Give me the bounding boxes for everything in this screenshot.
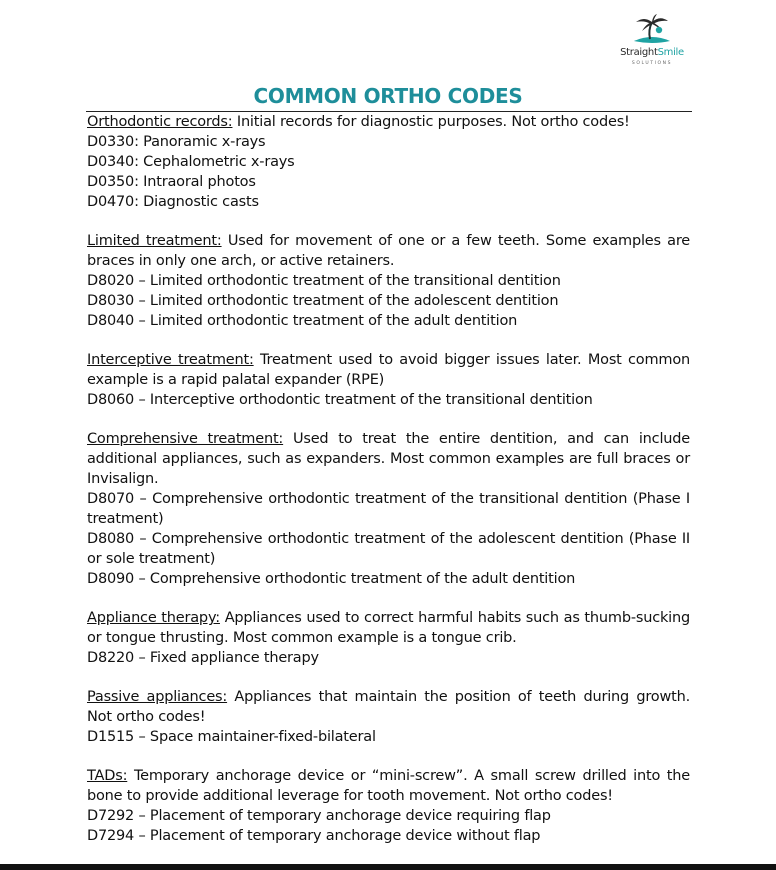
- section-intro: [87, 231, 690, 271]
- section-heading: Orthodontic records:: [87, 114, 233, 130]
- code-line: D7292 – Placement of temporary anchorage device requiring flap: [87, 808, 551, 824]
- section-comprehensive-treatment: [87, 429, 690, 589]
- section-heading: Appliance therapy:: [87, 610, 220, 626]
- code-line: [87, 192, 690, 212]
- section-intro: [87, 766, 690, 806]
- section-intro: [87, 687, 690, 727]
- section-description: Used to treat the entire dentition, and can include additional appliances, such as expanders. Most common examples are full braces or Invisalign.: [87, 431, 690, 487]
- code-label: D0470:: [87, 194, 139, 210]
- code-label: D0340:: [87, 154, 139, 170]
- section-heading: Limited treatment:: [87, 233, 222, 249]
- code-text: Diagnostic casts: [138, 194, 259, 210]
- section-intro: [87, 112, 690, 132]
- section-heading: Comprehensive treatment:: [87, 431, 284, 447]
- section-intro: [87, 608, 690, 648]
- page-title: COMMON ORTHO CODES: [253, 84, 523, 108]
- code-line: D7294 – Placement of temporary anchorage device without flap: [87, 828, 541, 844]
- section-interceptive-treatment: [87, 350, 690, 410]
- code-line: D8220 – Fixed appliance therapy: [87, 650, 319, 666]
- logo-wordmark: StraightSmile: [620, 47, 684, 58]
- code-line: [87, 172, 690, 192]
- code-text: Panoramic x-rays: [138, 134, 266, 150]
- palm-tree-icon: [630, 14, 674, 46]
- section-description: Appliances that maintain the position of teeth during growth. Not ortho codes!: [87, 689, 690, 725]
- code-line: D1515 – Space maintainer-fixed-bilateral: [87, 729, 376, 745]
- code-label: D0330:: [87, 134, 139, 150]
- section-description: Initial records for diagnostic purposes. Not ortho codes!: [232, 114, 630, 130]
- section-appliance-therapy: [87, 608, 690, 668]
- code-line: D8070 – Comprehensive orthodontic treatment of the transitional dentition (Phase I treatment): [87, 491, 690, 527]
- section-heading: TADs:: [87, 768, 128, 784]
- code-label: D0350:: [87, 174, 139, 190]
- code-text: Cephalometric x-rays: [138, 154, 295, 170]
- section-description: Appliances used to correct harmful habits such as thumb-sucking or tongue thrusting. Most common example is a tongue crib.: [87, 610, 690, 646]
- section-description: Treatment used to avoid bigger issues later. Most common example is a rapid palatal expander (RPE): [87, 352, 690, 388]
- section-description: Used for movement of one or a few teeth. Some examples are braces in only one arch, or active retainers.: [87, 233, 690, 269]
- section-heading: Interceptive treatment:: [87, 352, 254, 368]
- code-line: D8080 – Comprehensive orthodontic treatment of the adolescent dentition (Phase II or sole treatment): [87, 531, 690, 567]
- code-line: D8060 – Interceptive orthodontic treatment of the transitional dentition: [87, 392, 593, 408]
- section-orthodontic-records: [87, 112, 690, 212]
- code-line: D8090 – Comprehensive orthodontic treatment of the adult dentition: [87, 571, 576, 587]
- code-line: [87, 132, 690, 152]
- code-line: D8020 – Limited orthodontic treatment of the transitional dentition: [87, 273, 561, 289]
- code-line: D8040 – Limited orthodontic treatment of the adult dentition: [87, 313, 518, 329]
- section-passive-appliances: [87, 687, 690, 747]
- section-intro: [87, 350, 690, 390]
- code-text: Intraoral photos: [138, 174, 256, 190]
- bottom-border: [0, 864, 776, 870]
- section-heading: Passive appliances:: [87, 689, 228, 705]
- code-line: [87, 152, 690, 172]
- logo-subtitle: SOLUTIONS: [631, 61, 673, 66]
- section-description: Temporary anchorage device or “mini-screw”. A small screw drilled into the bone to provide additional leverage for tooth movement. Not ortho codes!: [87, 768, 690, 804]
- section-limited-treatment: [87, 231, 690, 331]
- section-tads: [87, 766, 690, 846]
- code-line: D8030 – Limited orthodontic treatment of the adolescent dentition: [87, 293, 559, 309]
- section-intro: [87, 429, 690, 489]
- document-body: [87, 112, 690, 846]
- company-logo: [612, 14, 692, 70]
